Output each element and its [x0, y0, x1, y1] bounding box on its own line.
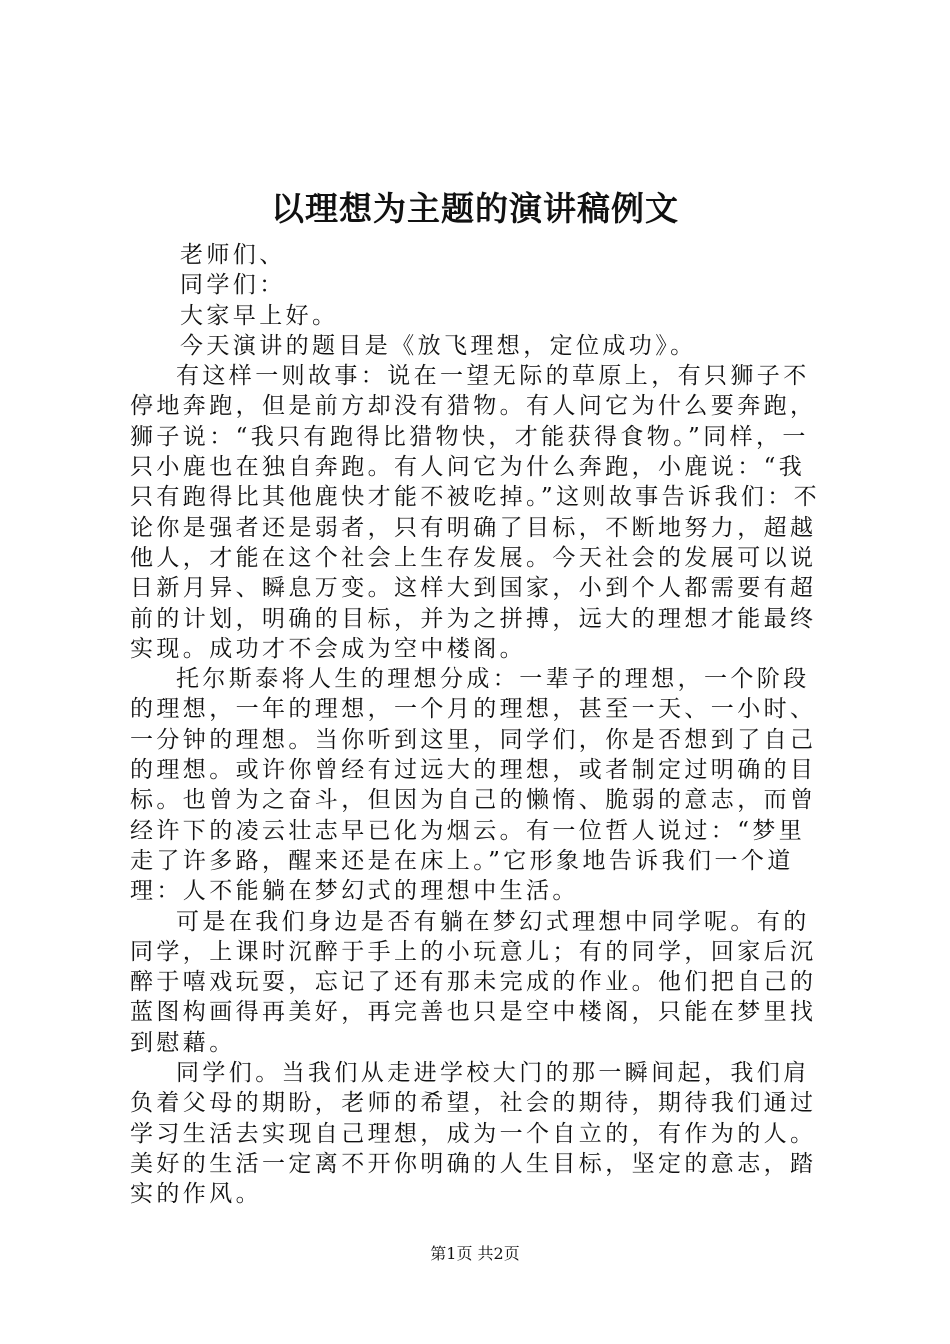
paragraph-tolstoy: 托尔斯泰将人生的理想分成：一辈子的理想，一个阶段的理想，一年的理想，一个月的理想，甚至一天、一小时、一分钟的理想。当你听到这里，同学们，你是否想到了自己的理想。或许你曾经有过远大的理想，或者制定过明确的目标。也曾为之奋斗，但因为自己的懒惰、脆弱的意志，而曾经许下的凌云壮志早已化为烟云。有一位哲人说过：“梦里走了许多路，醒来还是在床上。”它形象地告诉我们一个道理：人不能躺在梦幻式的理想中生活。	[130, 666, 817, 905]
paragraph-story: 有这样一则故事：说在一望无际的草原上，有只狮子不停地奔跑，但是前方却没有猎物。有人问它为什么要奔跑，狮子说：“我只有跑得比猎物快，才能获得食物。”同样，一只小鹿也在独自奔跑。有人问它为什么奔跑，小鹿说：“我只有跑得比其他鹿快才能不被吃掉。”这则故事告诉我们：不论你是强者还是弱者，只有明确了目标，不断地努力，超越他人，才能在这个社会上生存发展。今天社会的发展可以说日新月异、瞬息万变。这样大到国家，小到个人都需要有超前的计划，明确的目标，并为之拼搏，远大的理想才能最终实现。成功才不会成为空中楼阁。	[130, 363, 821, 662]
greeting-morning: 大家早上好。	[180, 302, 339, 329]
paragraph-conclusion: 同学们。当我们从走进学校大门的那一瞬间起，我们肩负着父母的期盼，老师的希望，社会的期待，期待我们通过学习生活去实现自己理想，成为一个自立的，有作为的人。美好的生活一定离不开你明确的人生目标，坚定的意志，踏实的作风。	[130, 1060, 817, 1208]
document-title: 以理想为主题的演讲稿例文	[271, 189, 679, 228]
greeting-students: 同学们：	[180, 272, 286, 299]
page-number-footer: 第1页 共2页	[430, 1244, 520, 1263]
greeting-teachers: 老师们、	[180, 242, 286, 268]
paragraph-dreamers: 可是在我们身边是否有躺在梦幻式理想中同学呢。有的同学，上课时沉醉于手上的小玩意儿；有的同学，回家后沉醉于嘻戏玩耍，忘记了还有那未完成的作业。他们把自己的蓝图构画得再美好，再完善也只是空中楼阁，只能在梦里找到慰藉。	[130, 908, 817, 1056]
document-body	[130, 240, 830, 1210]
speech-topic: 今天演讲的题目是《放飞理想，定位成功》。	[180, 332, 697, 359]
